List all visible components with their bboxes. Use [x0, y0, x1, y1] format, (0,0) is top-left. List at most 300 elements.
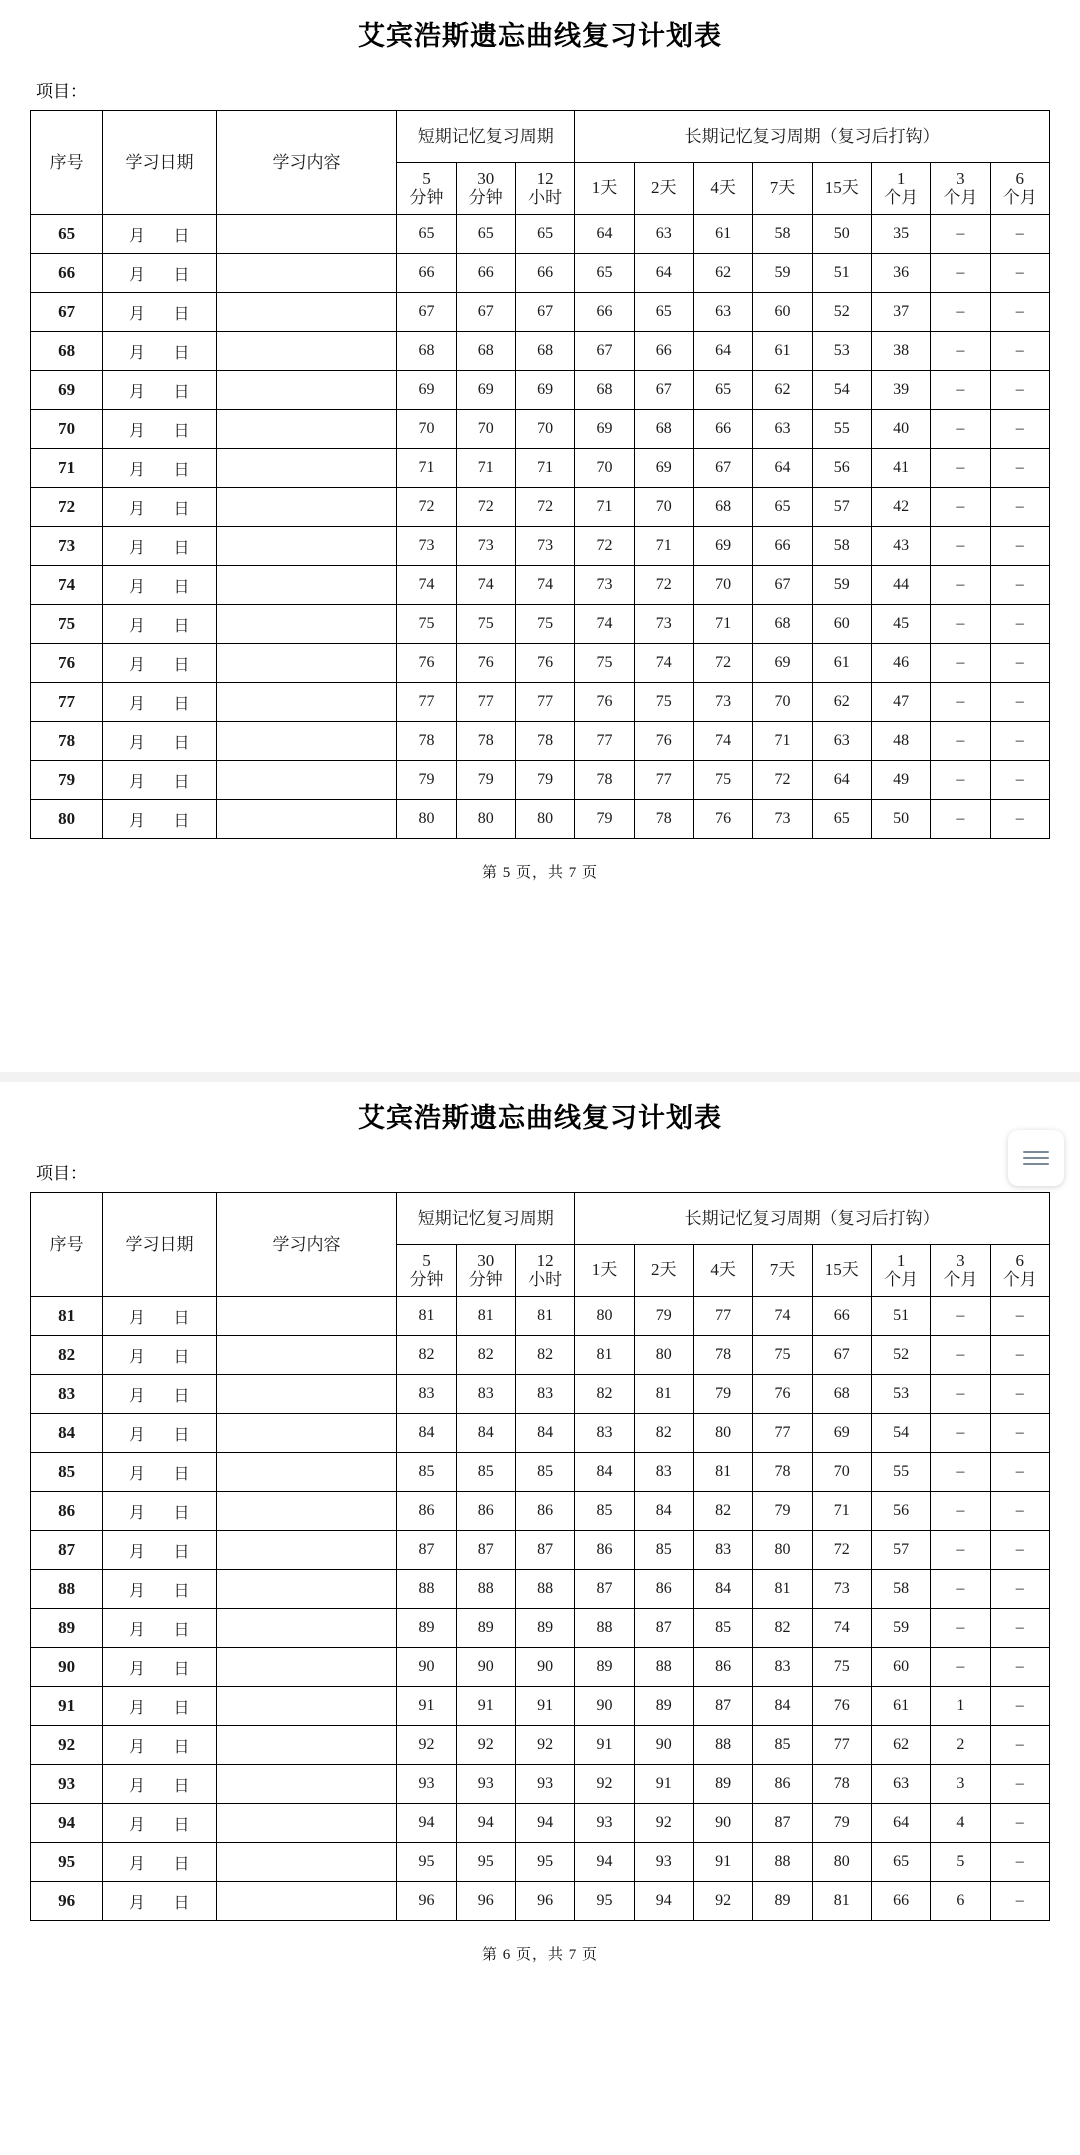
cell-interval-7[interactable]: 83: [753, 1648, 812, 1687]
cell-interval-2[interactable]: 84: [456, 1414, 515, 1453]
cell-interval-10[interactable]: –: [931, 1648, 990, 1687]
cell-interval-2[interactable]: 85: [456, 1453, 515, 1492]
cell-interval-5[interactable]: 86: [634, 1570, 693, 1609]
cell-interval-2[interactable]: 65: [456, 215, 515, 254]
cell-interval-2[interactable]: 75: [456, 605, 515, 644]
cell-interval-11[interactable]: –: [990, 1453, 1049, 1492]
cell-interval-6[interactable]: 83: [693, 1531, 752, 1570]
cell-interval-5[interactable]: 72: [634, 566, 693, 605]
cell-interval-9[interactable]: 57: [871, 1531, 930, 1570]
cell-interval-1[interactable]: 90: [397, 1648, 456, 1687]
cell-interval-4[interactable]: 70: [575, 449, 634, 488]
cell-interval-5[interactable]: 71: [634, 527, 693, 566]
cell-interval-5[interactable]: 87: [634, 1609, 693, 1648]
cell-interval-4[interactable]: 78: [575, 761, 634, 800]
cell-interval-9[interactable]: 52: [871, 1336, 930, 1375]
cell-interval-5[interactable]: 80: [634, 1336, 693, 1375]
cell-interval-3[interactable]: 96: [515, 1882, 574, 1921]
cell-interval-11[interactable]: –: [990, 1570, 1049, 1609]
cell-interval-9[interactable]: 38: [871, 332, 930, 371]
cell-study-content[interactable]: [216, 254, 397, 293]
cell-interval-3[interactable]: 69: [515, 371, 574, 410]
cell-interval-1[interactable]: 66: [397, 254, 456, 293]
cell-interval-1[interactable]: 85: [397, 1453, 456, 1492]
cell-interval-8[interactable]: 59: [812, 566, 871, 605]
cell-interval-10[interactable]: 3: [931, 1765, 990, 1804]
cell-interval-7[interactable]: 59: [753, 254, 812, 293]
cell-interval-7[interactable]: 62: [753, 371, 812, 410]
cell-interval-7[interactable]: 85: [753, 1726, 812, 1765]
cell-interval-5[interactable]: 75: [634, 683, 693, 722]
cell-interval-5[interactable]: 78: [634, 800, 693, 839]
cell-interval-4[interactable]: 89: [575, 1648, 634, 1687]
cell-interval-6[interactable]: 84: [693, 1570, 752, 1609]
cell-interval-5[interactable]: 94: [634, 1882, 693, 1921]
cell-interval-6[interactable]: 67: [693, 449, 752, 488]
cell-interval-3[interactable]: 73: [515, 527, 574, 566]
cell-interval-5[interactable]: 67: [634, 371, 693, 410]
cell-interval-5[interactable]: 76: [634, 722, 693, 761]
cell-interval-8[interactable]: 67: [812, 1336, 871, 1375]
cell-interval-7[interactable]: 87: [753, 1804, 812, 1843]
cell-interval-1[interactable]: 93: [397, 1765, 456, 1804]
cell-study-date[interactable]: 月 日: [103, 371, 217, 410]
cell-interval-8[interactable]: 70: [812, 1453, 871, 1492]
cell-interval-4[interactable]: 81: [575, 1336, 634, 1375]
cell-interval-8[interactable]: 57: [812, 488, 871, 527]
cell-interval-9[interactable]: 42: [871, 488, 930, 527]
cell-interval-2[interactable]: 91: [456, 1687, 515, 1726]
cell-interval-9[interactable]: 65: [871, 1843, 930, 1882]
cell-interval-6[interactable]: 80: [693, 1414, 752, 1453]
cell-interval-4[interactable]: 65: [575, 254, 634, 293]
cell-interval-8[interactable]: 80: [812, 1843, 871, 1882]
cell-interval-7[interactable]: 69: [753, 644, 812, 683]
cell-interval-3[interactable]: 87: [515, 1531, 574, 1570]
cell-study-content[interactable]: [216, 1843, 397, 1882]
cell-interval-6[interactable]: 68: [693, 488, 752, 527]
cell-interval-4[interactable]: 72: [575, 527, 634, 566]
cell-interval-9[interactable]: 59: [871, 1609, 930, 1648]
cell-interval-3[interactable]: 74: [515, 566, 574, 605]
cell-interval-6[interactable]: 79: [693, 1375, 752, 1414]
cell-interval-11[interactable]: –: [990, 449, 1049, 488]
cell-interval-1[interactable]: 77: [397, 683, 456, 722]
cell-interval-9[interactable]: 46: [871, 644, 930, 683]
cell-interval-4[interactable]: 92: [575, 1765, 634, 1804]
cell-study-content[interactable]: [216, 1765, 397, 1804]
cell-study-date[interactable]: 月 日: [103, 1375, 217, 1414]
cell-interval-1[interactable]: 88: [397, 1570, 456, 1609]
cell-interval-5[interactable]: 91: [634, 1765, 693, 1804]
cell-interval-10[interactable]: 4: [931, 1804, 990, 1843]
cell-interval-8[interactable]: 56: [812, 449, 871, 488]
cell-interval-5[interactable]: 63: [634, 215, 693, 254]
cell-study-content[interactable]: [216, 371, 397, 410]
cell-interval-11[interactable]: –: [990, 1531, 1049, 1570]
cell-study-content[interactable]: [216, 332, 397, 371]
cell-interval-6[interactable]: 63: [693, 293, 752, 332]
cell-interval-2[interactable]: 92: [456, 1726, 515, 1765]
cell-interval-7[interactable]: 75: [753, 1336, 812, 1375]
cell-interval-6[interactable]: 85: [693, 1609, 752, 1648]
cell-interval-7[interactable]: 88: [753, 1843, 812, 1882]
cell-interval-6[interactable]: 87: [693, 1687, 752, 1726]
cell-interval-11[interactable]: –: [990, 1843, 1049, 1882]
cell-interval-2[interactable]: 73: [456, 527, 515, 566]
cell-interval-6[interactable]: 75: [693, 761, 752, 800]
cell-interval-9[interactable]: 60: [871, 1648, 930, 1687]
cell-interval-6[interactable]: 74: [693, 722, 752, 761]
cell-interval-5[interactable]: 89: [634, 1687, 693, 1726]
cell-interval-5[interactable]: 68: [634, 410, 693, 449]
cell-interval-10[interactable]: –: [931, 1297, 990, 1336]
cell-interval-7[interactable]: 71: [753, 722, 812, 761]
cell-interval-9[interactable]: 63: [871, 1765, 930, 1804]
cell-study-content[interactable]: [216, 761, 397, 800]
cell-study-content[interactable]: [216, 1492, 397, 1531]
cell-interval-4[interactable]: 82: [575, 1375, 634, 1414]
cell-interval-5[interactable]: 88: [634, 1648, 693, 1687]
cell-interval-2[interactable]: 77: [456, 683, 515, 722]
cell-study-date[interactable]: 月 日: [103, 605, 217, 644]
cell-interval-8[interactable]: 54: [812, 371, 871, 410]
cell-study-date[interactable]: 月 日: [103, 644, 217, 683]
cell-interval-6[interactable]: 69: [693, 527, 752, 566]
cell-interval-10[interactable]: –: [931, 1492, 990, 1531]
cell-interval-3[interactable]: 82: [515, 1336, 574, 1375]
cell-interval-6[interactable]: 72: [693, 644, 752, 683]
cell-interval-6[interactable]: 78: [693, 1336, 752, 1375]
cell-interval-3[interactable]: 81: [515, 1297, 574, 1336]
cell-interval-3[interactable]: 92: [515, 1726, 574, 1765]
cell-interval-2[interactable]: 69: [456, 371, 515, 410]
cell-interval-6[interactable]: 61: [693, 215, 752, 254]
cell-study-date[interactable]: 月 日: [103, 683, 217, 722]
cell-interval-6[interactable]: 86: [693, 1648, 752, 1687]
cell-study-content[interactable]: [216, 1336, 397, 1375]
cell-interval-7[interactable]: 60: [753, 293, 812, 332]
cell-interval-11[interactable]: –: [990, 1609, 1049, 1648]
cell-interval-8[interactable]: 74: [812, 1609, 871, 1648]
cell-interval-10[interactable]: –: [931, 254, 990, 293]
cell-interval-1[interactable]: 79: [397, 761, 456, 800]
cell-interval-6[interactable]: 64: [693, 332, 752, 371]
cell-interval-4[interactable]: 64: [575, 215, 634, 254]
cell-study-date[interactable]: 月 日: [103, 1609, 217, 1648]
cell-interval-11[interactable]: –: [990, 371, 1049, 410]
cell-interval-8[interactable]: 75: [812, 1648, 871, 1687]
cell-study-content[interactable]: [216, 293, 397, 332]
cell-interval-5[interactable]: 81: [634, 1375, 693, 1414]
cell-interval-10[interactable]: –: [931, 332, 990, 371]
cell-interval-1[interactable]: 91: [397, 1687, 456, 1726]
cell-interval-2[interactable]: 88: [456, 1570, 515, 1609]
cell-study-date[interactable]: 月 日: [103, 488, 217, 527]
cell-interval-10[interactable]: –: [931, 371, 990, 410]
cell-interval-3[interactable]: 91: [515, 1687, 574, 1726]
cell-study-date[interactable]: 月 日: [103, 761, 217, 800]
cell-interval-2[interactable]: 67: [456, 293, 515, 332]
cell-study-date[interactable]: 月 日: [103, 215, 217, 254]
cell-interval-11[interactable]: –: [990, 215, 1049, 254]
cell-interval-3[interactable]: 65: [515, 215, 574, 254]
cell-study-date[interactable]: 月 日: [103, 1726, 217, 1765]
cell-interval-6[interactable]: 65: [693, 371, 752, 410]
cell-interval-10[interactable]: –: [931, 1414, 990, 1453]
cell-study-content[interactable]: [216, 527, 397, 566]
cell-interval-1[interactable]: 68: [397, 332, 456, 371]
cell-study-date[interactable]: 月 日: [103, 1765, 217, 1804]
cell-interval-7[interactable]: 70: [753, 683, 812, 722]
cell-study-content[interactable]: [216, 1297, 397, 1336]
cell-interval-4[interactable]: 94: [575, 1843, 634, 1882]
cell-interval-11[interactable]: –: [990, 1804, 1049, 1843]
cell-interval-1[interactable]: 67: [397, 293, 456, 332]
cell-interval-8[interactable]: 78: [812, 1765, 871, 1804]
cell-interval-7[interactable]: 63: [753, 410, 812, 449]
cell-interval-6[interactable]: 91: [693, 1843, 752, 1882]
cell-interval-3[interactable]: 67: [515, 293, 574, 332]
cell-interval-10[interactable]: –: [931, 1336, 990, 1375]
cell-interval-1[interactable]: 65: [397, 215, 456, 254]
cell-study-content[interactable]: [216, 1531, 397, 1570]
cell-interval-8[interactable]: 60: [812, 605, 871, 644]
cell-interval-8[interactable]: 72: [812, 1531, 871, 1570]
cell-interval-3[interactable]: 66: [515, 254, 574, 293]
cell-interval-11[interactable]: –: [990, 1648, 1049, 1687]
cell-study-date[interactable]: 月 日: [103, 293, 217, 332]
cell-interval-1[interactable]: 72: [397, 488, 456, 527]
cell-study-content[interactable]: [216, 800, 397, 839]
cell-interval-4[interactable]: 80: [575, 1297, 634, 1336]
cell-interval-10[interactable]: –: [931, 1570, 990, 1609]
cell-study-date[interactable]: 月 日: [103, 1648, 217, 1687]
cell-interval-5[interactable]: 74: [634, 644, 693, 683]
cell-interval-11[interactable]: –: [990, 332, 1049, 371]
cell-interval-1[interactable]: 71: [397, 449, 456, 488]
cell-interval-3[interactable]: 88: [515, 1570, 574, 1609]
cell-interval-4[interactable]: 73: [575, 566, 634, 605]
cell-interval-10[interactable]: –: [931, 1375, 990, 1414]
cell-interval-11[interactable]: –: [990, 1765, 1049, 1804]
cell-study-content[interactable]: [216, 683, 397, 722]
cell-interval-10[interactable]: –: [931, 527, 990, 566]
cell-interval-2[interactable]: 71: [456, 449, 515, 488]
cell-interval-11[interactable]: –: [990, 488, 1049, 527]
cell-interval-6[interactable]: 70: [693, 566, 752, 605]
cell-study-date[interactable]: 月 日: [103, 527, 217, 566]
cell-interval-3[interactable]: 71: [515, 449, 574, 488]
cell-interval-8[interactable]: 61: [812, 644, 871, 683]
cell-interval-1[interactable]: 81: [397, 1297, 456, 1336]
floating-menu-button[interactable]: [1008, 1130, 1064, 1186]
cell-interval-7[interactable]: 81: [753, 1570, 812, 1609]
cell-interval-8[interactable]: 76: [812, 1687, 871, 1726]
cell-interval-2[interactable]: 76: [456, 644, 515, 683]
cell-interval-9[interactable]: 43: [871, 527, 930, 566]
cell-study-date[interactable]: 月 日: [103, 722, 217, 761]
cell-interval-1[interactable]: 86: [397, 1492, 456, 1531]
cell-interval-10[interactable]: –: [931, 293, 990, 332]
cell-interval-8[interactable]: 51: [812, 254, 871, 293]
cell-interval-11[interactable]: –: [990, 800, 1049, 839]
cell-interval-11[interactable]: –: [990, 293, 1049, 332]
cell-interval-3[interactable]: 89: [515, 1609, 574, 1648]
cell-interval-10[interactable]: –: [931, 1453, 990, 1492]
cell-interval-9[interactable]: 35: [871, 215, 930, 254]
cell-interval-3[interactable]: 68: [515, 332, 574, 371]
cell-interval-1[interactable]: 78: [397, 722, 456, 761]
cell-interval-2[interactable]: 93: [456, 1765, 515, 1804]
cell-interval-10[interactable]: 1: [931, 1687, 990, 1726]
cell-interval-11[interactable]: –: [990, 761, 1049, 800]
cell-interval-9[interactable]: 58: [871, 1570, 930, 1609]
cell-study-content[interactable]: [216, 215, 397, 254]
cell-interval-11[interactable]: –: [990, 605, 1049, 644]
cell-study-date[interactable]: 月 日: [103, 1843, 217, 1882]
cell-interval-8[interactable]: 55: [812, 410, 871, 449]
cell-interval-1[interactable]: 73: [397, 527, 456, 566]
cell-interval-3[interactable]: 95: [515, 1843, 574, 1882]
cell-interval-5[interactable]: 93: [634, 1843, 693, 1882]
cell-interval-9[interactable]: 44: [871, 566, 930, 605]
cell-interval-6[interactable]: 77: [693, 1297, 752, 1336]
cell-interval-9[interactable]: 54: [871, 1414, 930, 1453]
cell-interval-4[interactable]: 75: [575, 644, 634, 683]
cell-interval-7[interactable]: 74: [753, 1297, 812, 1336]
cell-interval-3[interactable]: 75: [515, 605, 574, 644]
cell-interval-4[interactable]: 86: [575, 1531, 634, 1570]
cell-interval-6[interactable]: 66: [693, 410, 752, 449]
cell-interval-2[interactable]: 83: [456, 1375, 515, 1414]
cell-interval-5[interactable]: 69: [634, 449, 693, 488]
cell-interval-5[interactable]: 65: [634, 293, 693, 332]
cell-interval-11[interactable]: –: [990, 1336, 1049, 1375]
cell-interval-4[interactable]: 88: [575, 1609, 634, 1648]
cell-interval-2[interactable]: 87: [456, 1531, 515, 1570]
cell-interval-7[interactable]: 78: [753, 1453, 812, 1492]
cell-interval-9[interactable]: 49: [871, 761, 930, 800]
cell-interval-8[interactable]: 52: [812, 293, 871, 332]
cell-interval-8[interactable]: 77: [812, 1726, 871, 1765]
cell-interval-10[interactable]: –: [931, 566, 990, 605]
cell-interval-5[interactable]: 77: [634, 761, 693, 800]
cell-interval-1[interactable]: 80: [397, 800, 456, 839]
cell-interval-3[interactable]: 93: [515, 1765, 574, 1804]
cell-interval-3[interactable]: 78: [515, 722, 574, 761]
cell-interval-8[interactable]: 66: [812, 1297, 871, 1336]
cell-interval-11[interactable]: –: [990, 1375, 1049, 1414]
cell-interval-5[interactable]: 92: [634, 1804, 693, 1843]
cell-interval-1[interactable]: 89: [397, 1609, 456, 1648]
cell-interval-4[interactable]: 76: [575, 683, 634, 722]
cell-interval-2[interactable]: 72: [456, 488, 515, 527]
cell-interval-9[interactable]: 66: [871, 1882, 930, 1921]
cell-interval-8[interactable]: 65: [812, 800, 871, 839]
cell-interval-9[interactable]: 45: [871, 605, 930, 644]
cell-study-content[interactable]: [216, 1687, 397, 1726]
cell-interval-1[interactable]: 87: [397, 1531, 456, 1570]
cell-interval-11[interactable]: –: [990, 644, 1049, 683]
cell-interval-9[interactable]: 39: [871, 371, 930, 410]
cell-interval-11[interactable]: –: [990, 1726, 1049, 1765]
cell-interval-8[interactable]: 71: [812, 1492, 871, 1531]
cell-interval-1[interactable]: 92: [397, 1726, 456, 1765]
cell-interval-7[interactable]: 76: [753, 1375, 812, 1414]
cell-interval-8[interactable]: 50: [812, 215, 871, 254]
cell-study-content[interactable]: [216, 605, 397, 644]
cell-interval-3[interactable]: 94: [515, 1804, 574, 1843]
cell-interval-10[interactable]: –: [931, 1531, 990, 1570]
cell-interval-6[interactable]: 92: [693, 1882, 752, 1921]
cell-interval-4[interactable]: 77: [575, 722, 634, 761]
cell-interval-4[interactable]: 66: [575, 293, 634, 332]
cell-interval-9[interactable]: 61: [871, 1687, 930, 1726]
cell-interval-4[interactable]: 68: [575, 371, 634, 410]
cell-interval-10[interactable]: –: [931, 1609, 990, 1648]
cell-interval-2[interactable]: 68: [456, 332, 515, 371]
cell-study-content[interactable]: [216, 1609, 397, 1648]
cell-interval-11[interactable]: –: [990, 1687, 1049, 1726]
cell-study-content[interactable]: [216, 449, 397, 488]
cell-interval-9[interactable]: 53: [871, 1375, 930, 1414]
cell-interval-2[interactable]: 70: [456, 410, 515, 449]
cell-interval-5[interactable]: 83: [634, 1453, 693, 1492]
cell-study-date[interactable]: 月 日: [103, 1492, 217, 1531]
cell-study-date[interactable]: 月 日: [103, 1804, 217, 1843]
cell-interval-4[interactable]: 95: [575, 1882, 634, 1921]
cell-interval-8[interactable]: 79: [812, 1804, 871, 1843]
cell-interval-1[interactable]: 84: [397, 1414, 456, 1453]
cell-interval-7[interactable]: 61: [753, 332, 812, 371]
cell-study-date[interactable]: 月 日: [103, 1570, 217, 1609]
cell-interval-11[interactable]: –: [990, 410, 1049, 449]
cell-interval-9[interactable]: 56: [871, 1492, 930, 1531]
cell-interval-1[interactable]: 82: [397, 1336, 456, 1375]
cell-interval-3[interactable]: 72: [515, 488, 574, 527]
cell-study-date[interactable]: 月 日: [103, 566, 217, 605]
cell-interval-4[interactable]: 79: [575, 800, 634, 839]
cell-interval-9[interactable]: 40: [871, 410, 930, 449]
cell-interval-10[interactable]: –: [931, 800, 990, 839]
cell-interval-8[interactable]: 62: [812, 683, 871, 722]
cell-interval-11[interactable]: –: [990, 1414, 1049, 1453]
cell-interval-6[interactable]: 90: [693, 1804, 752, 1843]
cell-interval-2[interactable]: 80: [456, 800, 515, 839]
cell-study-content[interactable]: [216, 1726, 397, 1765]
cell-interval-5[interactable]: 79: [634, 1297, 693, 1336]
cell-interval-4[interactable]: 69: [575, 410, 634, 449]
cell-interval-10[interactable]: –: [931, 683, 990, 722]
cell-interval-10[interactable]: –: [931, 722, 990, 761]
cell-study-date[interactable]: 月 日: [103, 1297, 217, 1336]
cell-interval-11[interactable]: –: [990, 254, 1049, 293]
cell-interval-3[interactable]: 80: [515, 800, 574, 839]
cell-interval-7[interactable]: 58: [753, 215, 812, 254]
cell-interval-4[interactable]: 74: [575, 605, 634, 644]
cell-interval-2[interactable]: 90: [456, 1648, 515, 1687]
cell-interval-7[interactable]: 72: [753, 761, 812, 800]
cell-interval-8[interactable]: 64: [812, 761, 871, 800]
cell-interval-2[interactable]: 74: [456, 566, 515, 605]
cell-interval-10[interactable]: 2: [931, 1726, 990, 1765]
cell-interval-10[interactable]: –: [931, 215, 990, 254]
cell-interval-1[interactable]: 76: [397, 644, 456, 683]
cell-interval-6[interactable]: 89: [693, 1765, 752, 1804]
cell-interval-7[interactable]: 80: [753, 1531, 812, 1570]
cell-study-date[interactable]: 月 日: [103, 1687, 217, 1726]
